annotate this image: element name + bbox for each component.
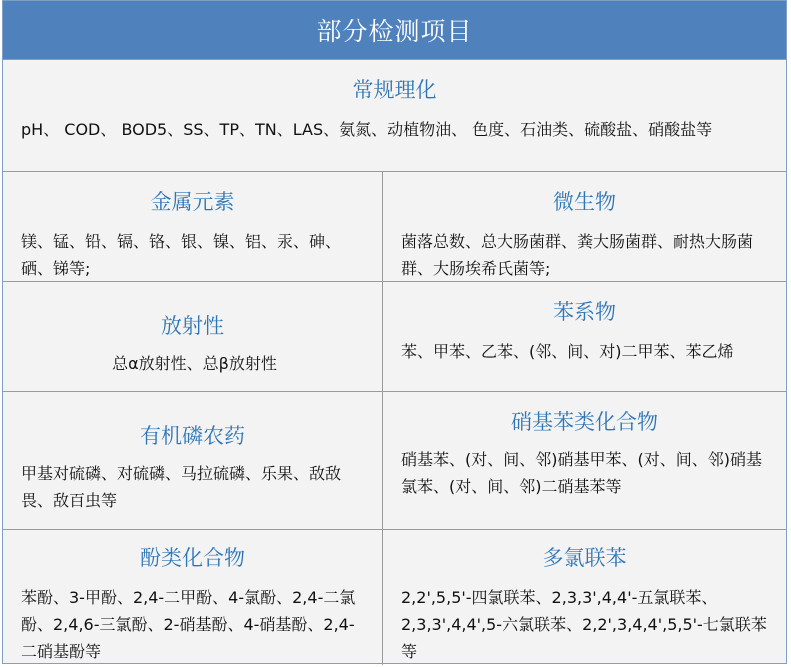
row-general: [3, 59, 786, 171]
radioactivity-body: 总α放射性、总β放射性: [112, 354, 277, 373]
phenols-body: 苯酚、3-甲酚、2,4-二甲酚、4-氯酚、2,4-二氯酚、2,4,6-三氯酚、2-硝基酚、4-硝基酚、2,4-二硝基酚等: [21, 588, 356, 661]
organophosphorus-body: 甲基对硫磷、对硫磷、马拉硫磷、乐果、敌敌畏、敌百虫等: [21, 464, 342, 510]
cell-organophosphorus: [3, 392, 383, 529]
cell-pcb: [383, 530, 786, 665]
general-title: 常规理化: [352, 78, 437, 102]
row-organophosphorus-nitro: [3, 391, 786, 529]
pcb-title: 多氯联苯: [542, 546, 627, 570]
cell-radioactivity: [3, 282, 383, 391]
general-body: pH、 COD、 BOD5、SS、TP、TN、LAS、氨氮、动植物油、 色度、石油类、硫酸盐、硝酸盐等: [21, 120, 713, 139]
cell-metals: [3, 172, 383, 281]
microbes-title: 微生物: [553, 190, 616, 214]
cell-nitro: [383, 392, 786, 529]
radioactivity-title: 放射性: [161, 314, 224, 338]
benzene-body: 苯、甲苯、乙苯、(邻、间、对)二甲苯、苯乙烯: [401, 342, 734, 361]
cell-general: [3, 60, 786, 171]
microbes-body: 菌落总数、总大肠菌群、粪大肠菌群、耐热大肠菌群、大肠埃希氏菌等;: [401, 232, 754, 278]
metals-title: 金属元素: [150, 190, 235, 214]
nitro-body: 硝基苯、(对、间、邻)硝基甲苯、(对、间、邻)硝基氯苯、(对、间、邻)二硝基苯等: [401, 450, 762, 496]
benzene-title: 苯系物: [553, 300, 616, 324]
test-items-table: [2, 0, 787, 664]
cell-benzene: [383, 282, 786, 391]
row-radioactivity-benzene: [3, 281, 786, 391]
row-metals-microbes: [3, 171, 786, 281]
table-header: [3, 1, 786, 59]
row-phenols-pcb: [3, 529, 786, 665]
pcb-body: 2,2',5,5'-四氯联苯、2,3,3',4,4'-五氯联苯、2,3,3',4,4',5-六氯联苯、2,2',3,4,4',5,5'-七氯联苯等: [401, 588, 767, 661]
cell-phenols: [3, 530, 383, 665]
nitro-title: 硝基苯类化合物: [511, 410, 658, 434]
phenols-title: 酚类化合物: [140, 546, 245, 570]
table-title: 部分检测项目: [316, 17, 473, 46]
cell-microbes: [383, 172, 786, 281]
metals-body: 镁、锰、铅、镉、铬、银、镍、铝、汞、砷、硒、锑等;: [21, 232, 342, 278]
organophosphorus-title: 有机磷农药: [140, 424, 245, 448]
